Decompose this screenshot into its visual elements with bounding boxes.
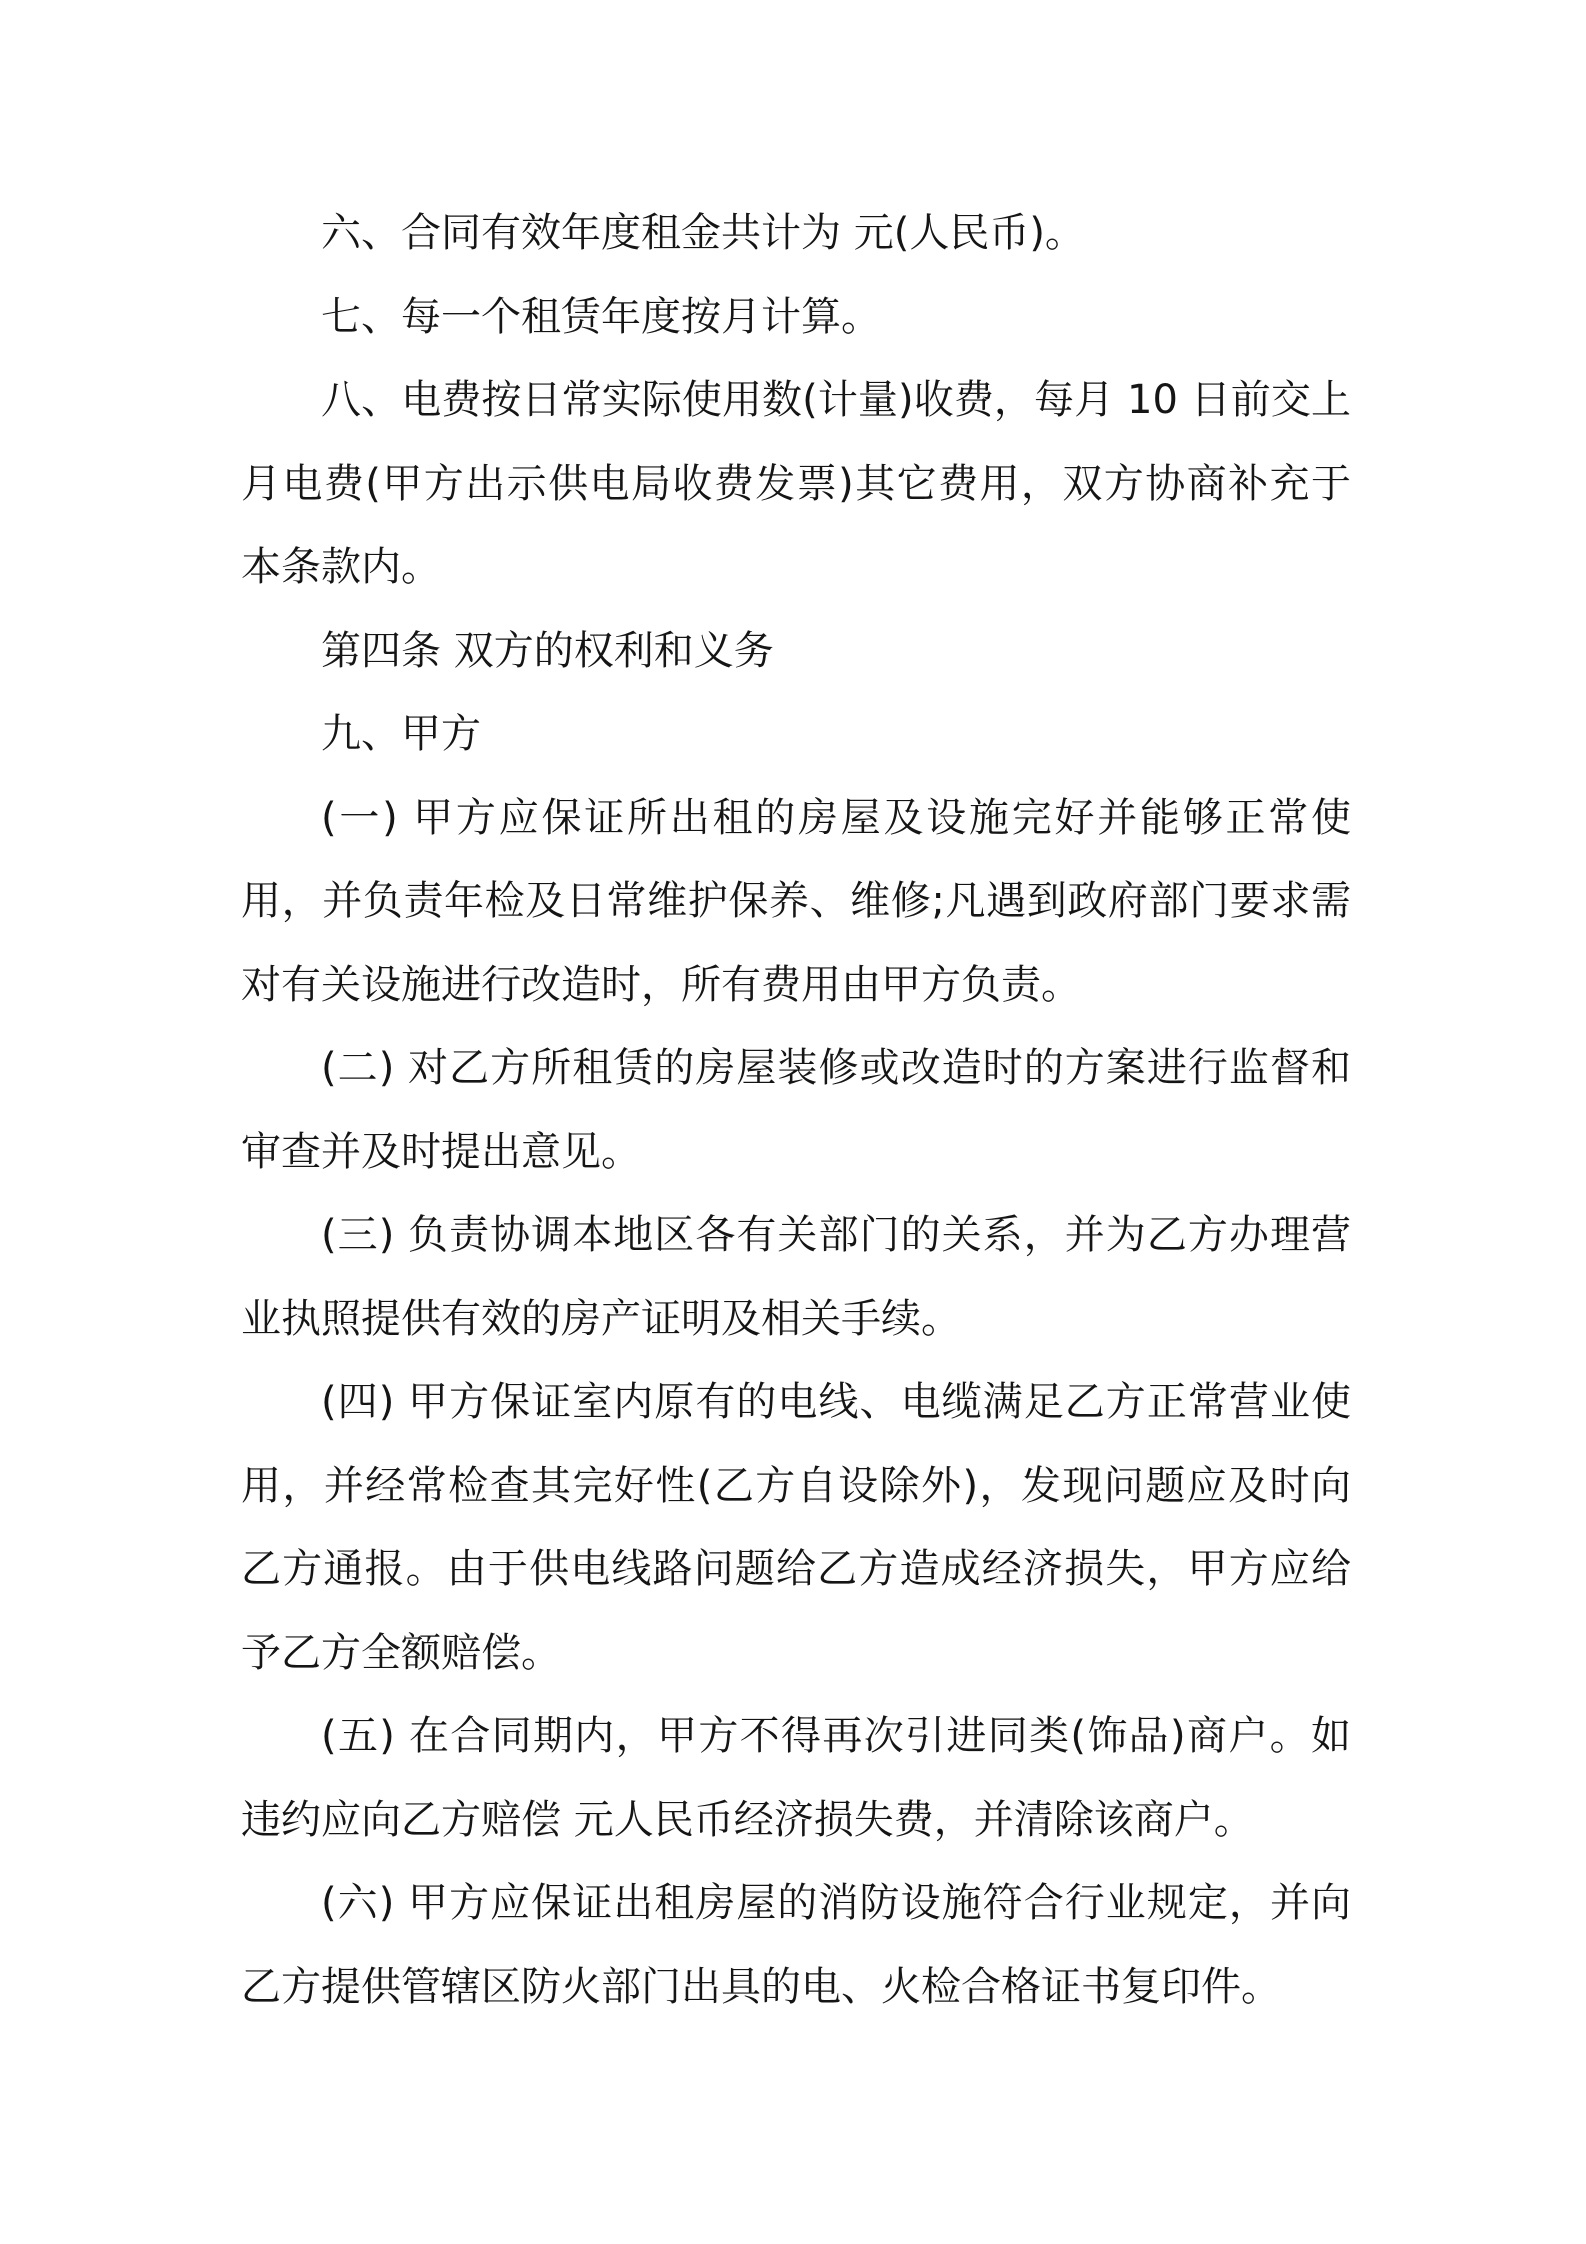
clause-4: (四) 甲方保证室内原有的电线、电缆满足乙方正常营业使用，并经常检查其完好性(乙方自设除外)，发现问题应及时向乙方通报。由于供电线路问题给乙方造成经济损失，甲方应给予乙方全额赔偿。 (241, 1379, 1351, 1676)
clause-1: (一) 甲方应保证所出租的房屋及设施完好并能够正常使用，并负责年检及日常维护保养、维修;凡遇到政府部门要求需对有关设施进行改造时，所有费用由甲方负责。 (241, 794, 1351, 1008)
paragraph-electricity: 八、电费按日常实际使用数(计量)收费，每月 10 日前交上月电费(甲方出示供电局收费发票)其它费用，双方协商补充于本条款内。 (241, 377, 1351, 590)
clause-6: (六) 甲方应保证出租房屋的消防设施符合行业规定，并向乙方提供管辖区防火部门出具的电、火检合格证书复印件。 (241, 1880, 1351, 2010)
subheading-party-a: 九、甲方 (321, 711, 481, 757)
paragraph-rent-total: 六、合同有效年度租金共计为 元(人民币)。 (321, 210, 1085, 256)
document-body (241, 192, 1351, 2029)
clause-3: (三) 负责协调本地区各有关部门的关系，并为乙方办理营业执照提供有效的房产证明及相关手续。 (241, 1212, 1351, 1342)
clause-5: (五) 在合同期内，甲方不得再次引进同类(饰品)商户。如违约应向乙方赔偿 元人民币经济损失费，并清除该商户。 (241, 1713, 1351, 1843)
paragraph-monthly-calc: 七、每一个租赁年度按月计算。 (321, 293, 881, 340)
section-heading-rights: 第四条 双方的权利和义务 (321, 627, 774, 674)
clause-2: (二) 对乙方所租赁的房屋装修或改造时的方案进行监督和审查并及时提出意见。 (241, 1045, 1351, 1175)
